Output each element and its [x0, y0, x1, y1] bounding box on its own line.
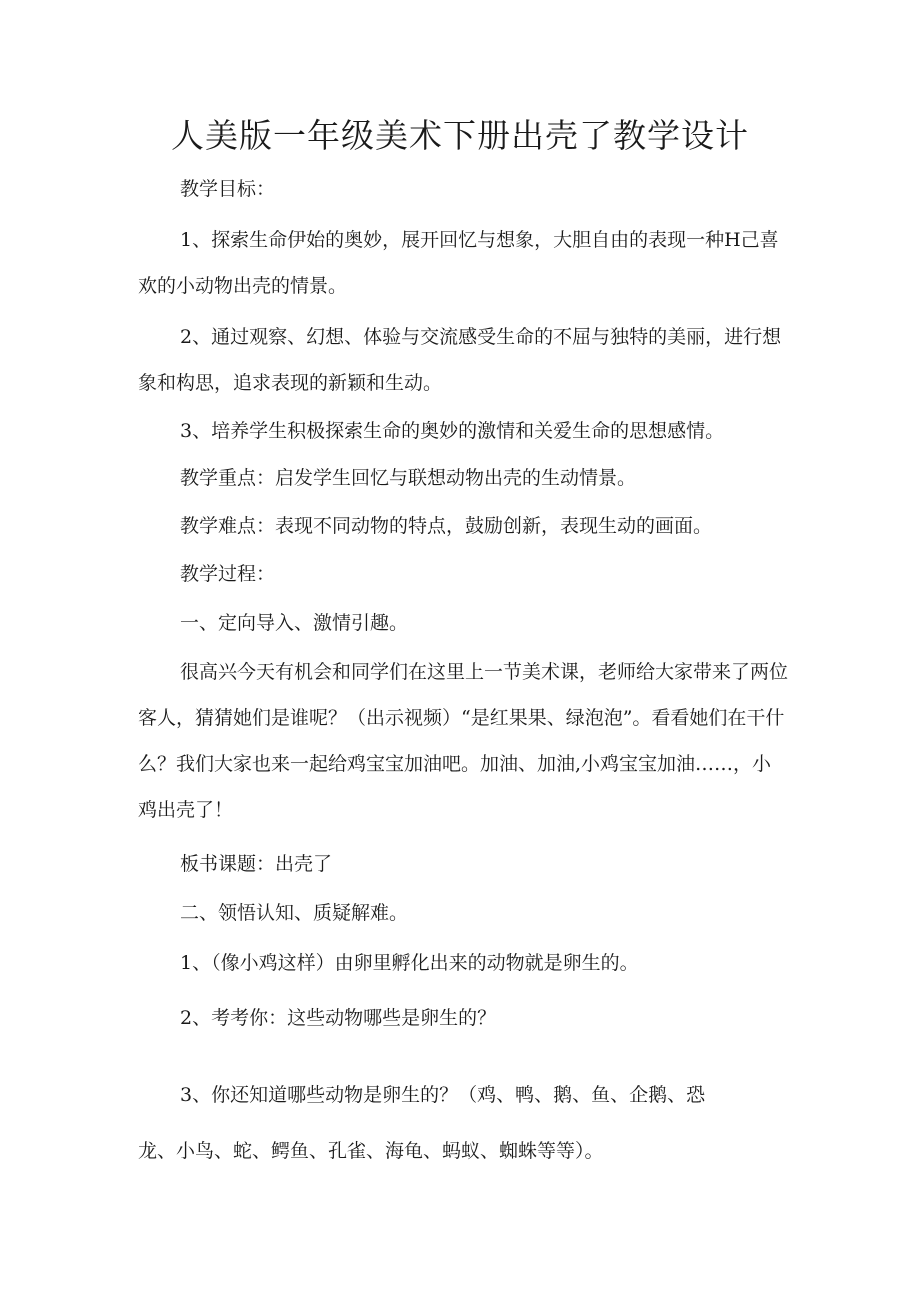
page-title: 人美版一年级美术下册出壳了教学设计: [171, 116, 749, 155]
key-point: 教学重点：启发学生回忆与联想动物出壳的生动情景。: [180, 467, 637, 489]
goals-heading: 教学目标：: [180, 178, 276, 200]
item-3-line-2: 龙、小鸟、蛇、鳄鱼、孔雀、海龟、蚂蚁、蜘蛛等等）。: [138, 1140, 604, 1162]
goal-3: 3、培养学生积极探索生命的奥妙的激情和关爱生命的思想感情。: [180, 420, 725, 442]
section-1-heading: 一、定向导入、激情引趣。: [180, 612, 409, 634]
item-1: 1、（像小鸡这样）由卵里孵化出来的动物就是卵生的。: [180, 952, 639, 974]
difficulty: 教学难点：表现不同动物的特点，鼓励创新，表现生动的画面。: [180, 515, 713, 537]
intro-paragraph: 很高兴今天有机会和同学们在这里上一节美术课，老师给大家带来了两位客人，猜猜她们是谁呢？（出示视频）“是红果果、绿泡泡”。看看她们在干什么？我们大家也来一起给鸡宝宝加油吧。加油、加油,小鸡宝宝加油……，小鸡出壳了！: [138, 661, 789, 821]
section-2-heading: 二、领悟认知、质疑解难。: [180, 902, 409, 924]
board-title: 板书课题：出壳了: [180, 853, 333, 875]
item-2: 2、考考你：这些动物哪些是卵生的？: [180, 1007, 497, 1029]
goal-1: 1、探索生命伊始的奥妙，展开回忆与想象，大胆自由的表现一种H己喜欢的小动物出壳的情景。: [138, 229, 779, 297]
process-heading: 教学过程：: [180, 563, 276, 585]
item-3-line-1: 3、你还知道哪些动物是卵生的？（鸡、鸭、鹅、鱼、企鹅、恐: [180, 1084, 706, 1106]
goal-2: 2、通过观察、幻想、体验与交流感受生命的不屈与独特的美丽，进行想象和构思，追求表现的新颖和生动。: [138, 326, 782, 394]
